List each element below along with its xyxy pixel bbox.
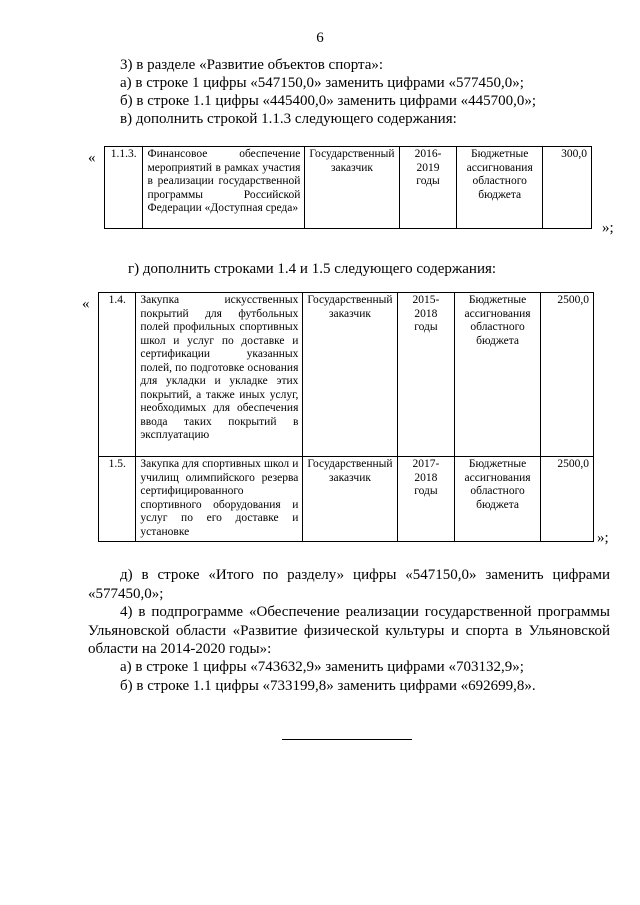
row-number: 1.1.3. xyxy=(105,147,143,229)
row-amount: 2500,0 xyxy=(540,457,593,542)
table2 xyxy=(98,292,594,542)
item-3v: в) дополнить строкой 1.1.3 следующего содержания: xyxy=(120,111,457,127)
table1-close-quote: »; xyxy=(602,220,614,236)
item-4a: а) в строке 1 цифры «743632,9» заменить цифрами «703132,9»; xyxy=(120,659,524,675)
row-number: 1.5. xyxy=(99,457,136,542)
table-row xyxy=(99,457,594,542)
row-amount: 2500,0 xyxy=(540,293,593,457)
page-number: 6 xyxy=(316,30,324,46)
row-description: Закупка для спортивных школ и училищ олимпийского резерва сертифицированного спортивного оборудования и услуг по его доставке и установке xyxy=(136,457,303,542)
item-3d: д) в строке «Итого по разделу» цифры «547150,0» заменить цифрами «577450,0»; xyxy=(88,567,610,602)
row-customer: Государственный заказчик xyxy=(303,293,397,457)
table2-close-quote: »; xyxy=(597,530,609,546)
item-3a: а) в строке 1 цифры «547150,0» заменить цифрами «577450,0»; xyxy=(120,75,524,91)
item-4b: б) в строке 1.1 цифры «733199,8» заменить цифрами «692699,8». xyxy=(120,678,536,694)
table1-open-quote: « xyxy=(88,150,96,166)
item-3b: б) в строке 1.1 цифры «445400,0» заменить цифрами «445700,0»; xyxy=(120,93,537,109)
table2-open-quote: « xyxy=(82,296,90,312)
table1 xyxy=(104,146,592,229)
closing-rule xyxy=(282,739,412,740)
row-amount: 300,0 xyxy=(542,147,591,229)
row-customer: Государственный заказчик xyxy=(305,147,399,229)
row-description: Финансовое обеспечение мероприятий в рамках участия в реализации государственной программы Российской Федерации «Доступная среда» xyxy=(143,147,305,229)
row-years: 2016-2019 годы xyxy=(399,147,457,229)
item-3-heading: 3) в разделе «Развитие объектов спорта»: xyxy=(120,57,384,73)
table-row xyxy=(99,293,594,457)
table-row xyxy=(105,147,592,229)
row-source: Бюджетные ассигнования областного бюджета xyxy=(455,457,540,542)
row-years: 2017-2018 годы xyxy=(397,457,455,542)
item-3g: г) дополнить строками 1.4 и 1.5 следующего содержания: xyxy=(128,261,497,277)
row-description: Закупка искусственных покрытий для футбольных полей профильных спортивных школ и услуг по доставке и сертификации указанных полей, по подготовке основания для укладки и укладке этих покрытий, а также иных услуг, необходимых для обеспечения ввода таких покрытий в эксплуатацию xyxy=(136,293,303,457)
row-number: 1.4. xyxy=(99,293,136,457)
row-source: Бюджетные ассигнования областного бюджета xyxy=(455,293,540,457)
row-customer: Государственный заказчик xyxy=(303,457,397,542)
row-years: 2015-2018 годы xyxy=(397,293,455,457)
row-source: Бюджетные ассигнования областного бюджета xyxy=(457,147,543,229)
item-4: 4) в подпрограмме «Обеспечение реализации государственной программы Ульяновской области «Развитие физической культуры и спорта в Ульяновской области на 2014-2020 годы»: xyxy=(88,604,610,657)
